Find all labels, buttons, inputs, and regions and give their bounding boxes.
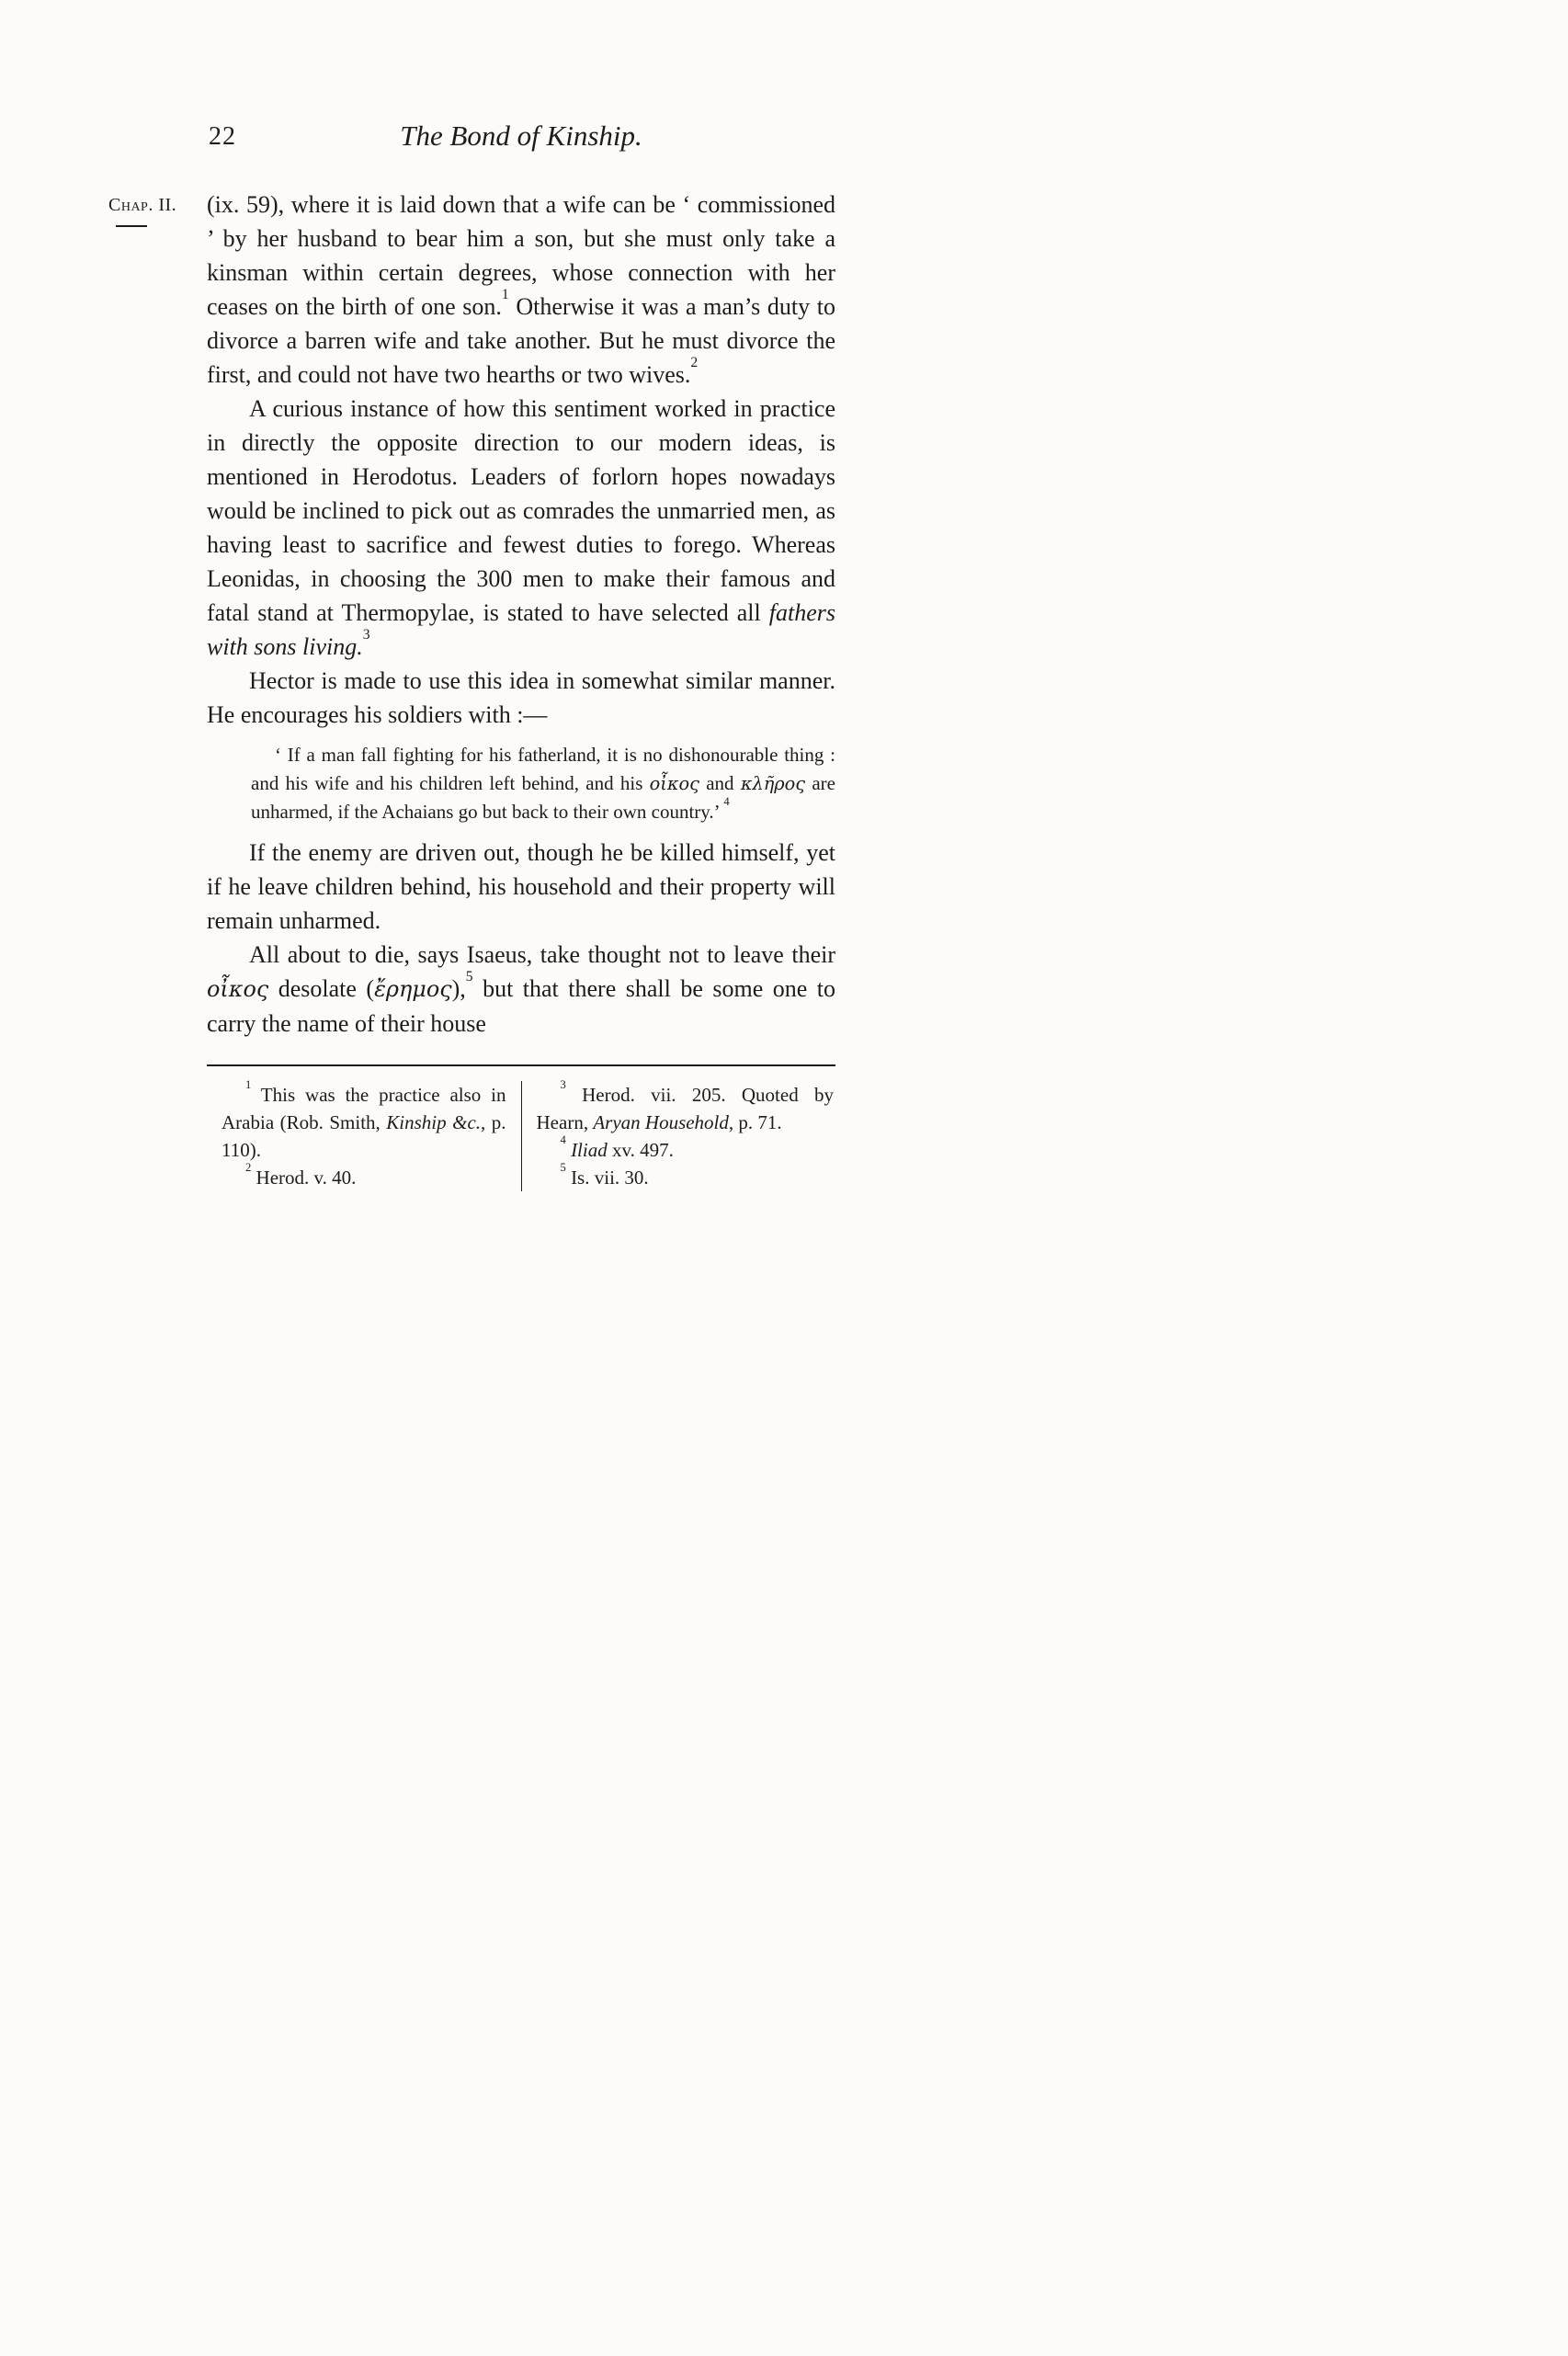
footnote-ref-1: 1 [501,286,509,302]
text-run: and [699,772,741,794]
footnote-marker-5: 5 [560,1160,566,1174]
text-run: Herod. vii. 205. Quoted by Hearn, [536,1084,834,1133]
text-run: Is. vii. 30. [565,1167,649,1189]
footnote-ref-3: 3 [362,626,370,643]
footnote-ref-4: 4 [723,794,730,808]
text-run: This was the practice also in Arabia (Rob. Smith, [222,1084,506,1133]
footnote-marker-2: 2 [245,1160,252,1174]
footnote-3 [536,1077,834,1136]
chapter-label: Chap. II. [108,195,177,215]
text-run: are unharmed, if the Achaians go but back to their own country.’ [251,772,835,823]
text-run: All about to die, says Isaeus, take thought not to leave their [249,941,835,968]
page-header [207,120,835,160]
text-run: (ix. 59), where it is laid down that a wife can be ‘ commissioned ’ by her husband to bear him a son, but she must only take a kinsman within certain degrees, whose connection with her ceases on the birth of one son. [207,191,835,320]
footnote-2 [222,1160,506,1191]
chapter-margin-note [108,195,197,227]
footnote-marker-3: 3 [560,1077,566,1091]
footnotes-section [207,1077,835,1191]
chapter-rule [116,225,147,227]
text-column [207,120,835,1191]
text-run: p. 71. [733,1111,782,1133]
text-run: but that there shall be some one to carry the name of their house [207,975,836,1037]
footnote-marker-4: 4 [560,1132,566,1146]
text-run: p. 110). [222,1111,506,1161]
text-run: ‘ If a man fall fighting for his fatherland, it is no dishonourable thing : and his wife and his children left behind, and his [251,744,835,794]
paragraph-1 [207,188,835,392]
paragraph-2 [207,392,835,664]
text-run: xv. 497. [607,1139,674,1161]
greek-term-oikos: οἶκος [207,976,269,1002]
footnotes-right-column [522,1077,835,1191]
greek-term-eremos: ἔρημος [374,976,452,1002]
text-run: ), [451,975,466,1002]
running-title: The Bond of Kinship. [400,120,642,152]
text-run: desolate ( [268,975,375,1002]
footnote-4 [537,1132,834,1164]
paragraph-5 [207,938,835,1041]
footnotes-left-column [207,1077,521,1191]
footnote-5 [537,1160,834,1191]
text-run: Otherwise it was a man’s duty to divorce a barren wife and take another. But he must divorce the first, and could not have two hearths or two wives. [207,293,835,388]
emphasis-fathers-with-sons-living: fathers with sons living. [207,599,835,660]
footnote-marker-1: 1 [245,1077,252,1091]
paragraph-4 [207,836,835,938]
page-number: 22 [209,122,236,151]
emphasis-iliad: Iliad [565,1139,608,1161]
greek-term-oikos: οἶκος [649,773,699,794]
emphasis-aryan-household: Aryan Household, [593,1111,734,1133]
block-quote [251,741,835,826]
paragraph-3 [207,664,835,732]
footnote-ref-2: 2 [690,354,699,370]
text-run: Herod. v. 40. [251,1167,357,1189]
text-run: If the enemy are driven out, though he be killed himself, yet if he leave children behind, his household and their property will remain unharmed. [207,839,835,934]
footnote-rule [207,1064,835,1066]
footnote-1 [222,1077,506,1164]
text-run: A curious instance of how this sentiment worked in practice in directly the opposite direction to our modern ideas, is mentioned in Herodotus. Leaders of forlorn hopes nowadays would be inclined to pick out as comrades the unmarried men, as having least to sacrifice and fewest duties to forego. Whereas Leonidas, in choosing the 300 men to make their famous and fatal stand at Thermopylae, is stated to have selected all [207,395,835,626]
footnote-ref-5: 5 [465,968,473,985]
greek-term-kleros: κλῆρος [740,773,806,794]
body-text [207,188,835,1041]
text-run: Hector is made to use this idea in somewhat similar manner. He encourages his soldiers with :— [207,667,835,728]
emphasis-kinship: Kinship &c., [386,1111,486,1133]
